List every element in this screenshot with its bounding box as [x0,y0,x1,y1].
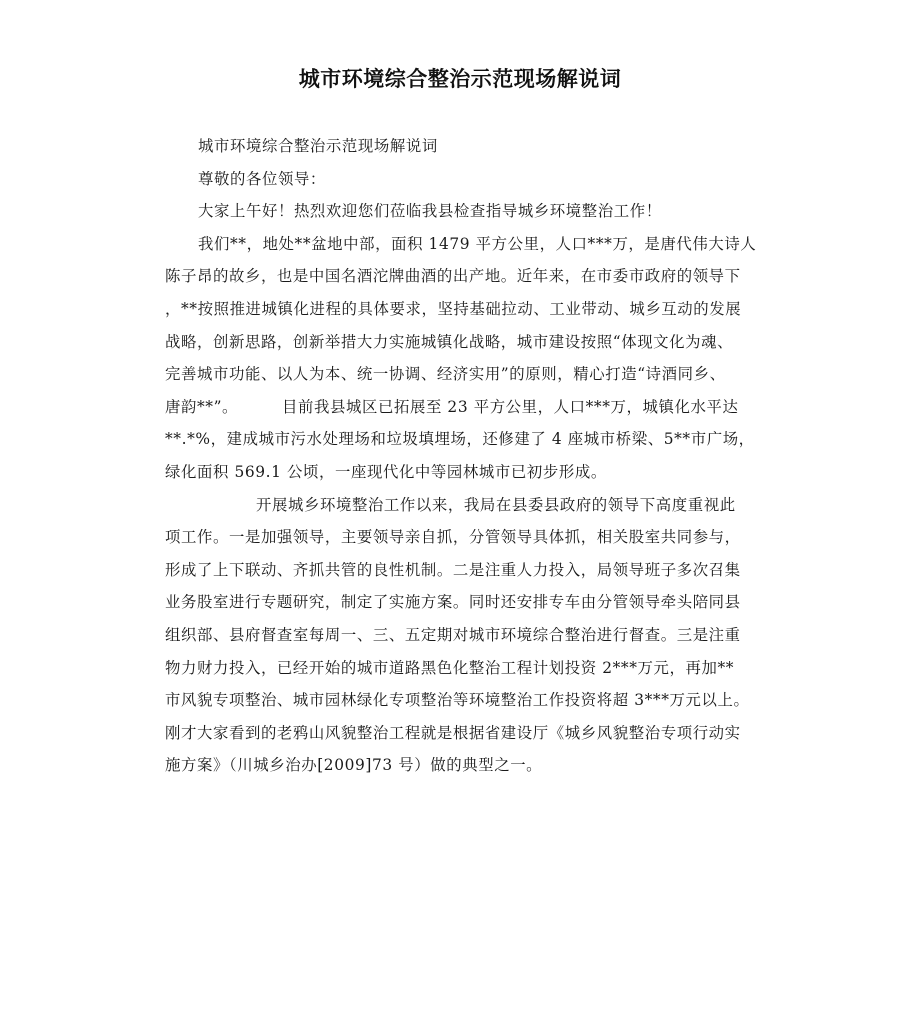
paragraph-1-line: 完善城市功能、以人为本、统一协调、经济实用”的原则，精心打造“诗酒同乡、 [165,365,726,384]
paragraph-2-line: 业务股室进行专题研究，制定了实施方案。同时还安排专车由分管领导牵头陪同县 [165,593,741,612]
paragraph-2-line: 开展城乡环境整治工作以来，我局在县委县政府的领导下高度重视此 [256,495,736,514]
paragraph-1-line: ，**按照推进城镇化进程的具体要求，坚持基础拉动、工业带动、城乡互动的发展 [165,299,742,318]
paragraph-2 [165,489,758,782]
paragraph-2-line: 组织部、县府督查室每周一、三、五定期对城市环境综合整治进行督查。三是注重 [165,625,741,644]
paragraph-2-line: 物力财力投入，已经开始的城市道路黑色化整治工程计划投资 2***万元，再加** [165,658,735,677]
salutation-line: 尊敬的各位领导： [198,169,326,188]
paragraph-2-line: 刚才大家看到的老鸦山风貌整治工程就是根据省建设厅《城乡风貌整治专项行动实 [165,723,741,742]
paragraph-2-line: 市风貌专项整治、城市园林绿化专项整治等环境整治工作投资将超 3***万元以上。 [165,691,750,710]
paragraph-1-line: 绿化面积 569.1 公顷，一座现代化中等园林城市已初步形成。 [165,462,607,481]
paragraph-2-line: 形成了上下联动、齐抓共管的良性机制。二是注重人力投入，局领导班子多次召集 [165,560,741,579]
paragraph-1-line-part: 唐韵**”。 [165,397,239,416]
document-title: 城市环境综合整治示范现场解说词 [298,67,622,91]
subtitle-paragraph [165,130,758,163]
paragraph-1-line-part: 目前我县城区已拓展至 23 平方公里，人口***万，城镇化水平达 [282,397,739,416]
paragraph-1-line: 战略，创新思路，创新举措大力实施城镇化战略，城市建设按照“体现文化为魂、 [165,332,734,351]
document-body [165,130,758,782]
paragraph-1-line: 我们**，地处**盆地中部，面积 1479 平方公里，人口***万，是唐代伟大诗人 [198,234,757,253]
paragraph-2-line: 施方案》（川城乡治办[2009]73 号）做的典型之一。 [165,756,543,775]
greeting-paragraph [165,195,758,228]
paragraph-1-line: 陈子昂的故乡，也是中国名酒沱牌曲酒的出产地。近年来，在市委市政府的领导下 [165,267,741,286]
subtitle-line: 城市环境综合整治示范现场解说词 [198,137,438,155]
paragraph-1-line: **.*%，建成城市污水处理场和垃圾填埋场，还修建了 4 座城市桥梁、5**市广场， [165,430,755,449]
paragraph-1-line-mixed [165,391,758,424]
paragraph-2-line: 项工作。一是加强领导，主要领导亲自抓，分管领导具体抓，相关股室共同参与， [165,528,741,547]
salutation-paragraph [165,163,758,196]
paragraph-1 [165,228,758,489]
greeting-line: 大家上午好！热烈欢迎您们莅临我县检查指导城乡环境整治工作！ [198,202,662,221]
